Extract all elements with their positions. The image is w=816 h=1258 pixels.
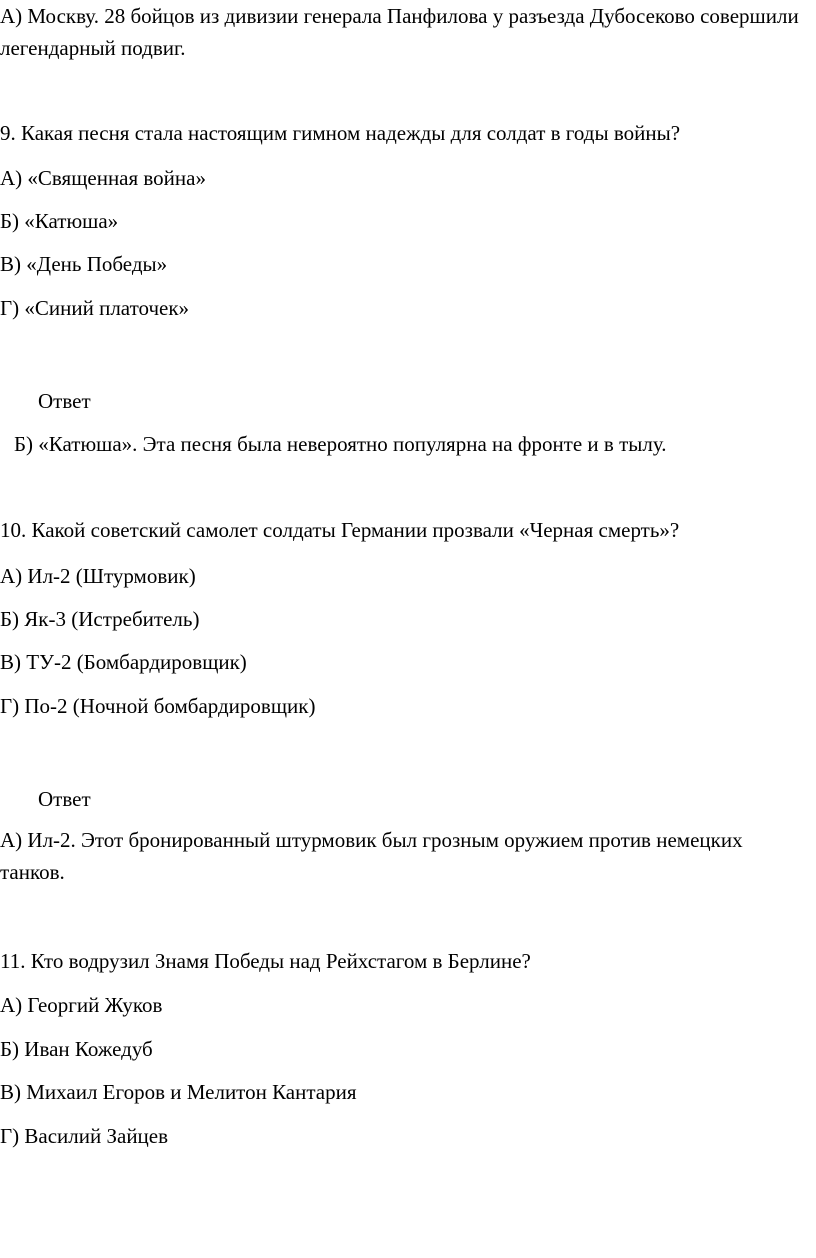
q10-answer-text: А) Ил-2. Этот бронированный штурмовик был грозным оружием против немецких танков. [0,828,743,884]
q9-option-a: А) «Священная война» [0,166,206,190]
q9-option-d: Г) «Синий платочек» [0,296,190,320]
q9-option-b: Б) «Катюша» [0,209,119,233]
q11-option-a: А) Георгий Жуков [0,993,163,1017]
q11-option-d: Г) Василий Зайцев [0,1124,169,1148]
question-11: 11. Кто водрузил Знамя Победы над Рейхстагом в Берлине? [0,949,531,973]
q9-answer-text: Б) «Катюша». Эта песня была невероятно популярна на фронте и в тылу. [14,432,667,456]
q9-option-c: В) «День Победы» [0,252,168,276]
q11-option-b: Б) Иван Кожедуб [0,1037,153,1061]
q11-option-c: В) Михаил Егоров и Мелитон Кантария [0,1080,357,1104]
q10-answer-label: Ответ [38,787,91,811]
q10-option-c: В) ТУ-2 (Бомбардировщик) [0,650,247,674]
q10-option-a: А) Ил-2 (Штурмовик) [0,564,196,588]
q10-option-d: Г) По-2 (Ночной бомбардировщик) [0,694,316,718]
question-9: 9. Какая песня стала настоящим гимном надежды для солдат в годы войны? [0,121,681,145]
question-10: 10. Какой советский самолет солдаты Германии прозвали «Черная смерть»? [0,518,680,542]
previous-answer-text: А) Москву. 28 бойцов из дивизии генерала Панфилова у разъезда Дубосеково совершили легендарный подвиг. [0,4,799,60]
q9-answer-label: Ответ [38,389,91,413]
q10-option-b: Б) Як-3 (Истребитель) [0,607,200,631]
